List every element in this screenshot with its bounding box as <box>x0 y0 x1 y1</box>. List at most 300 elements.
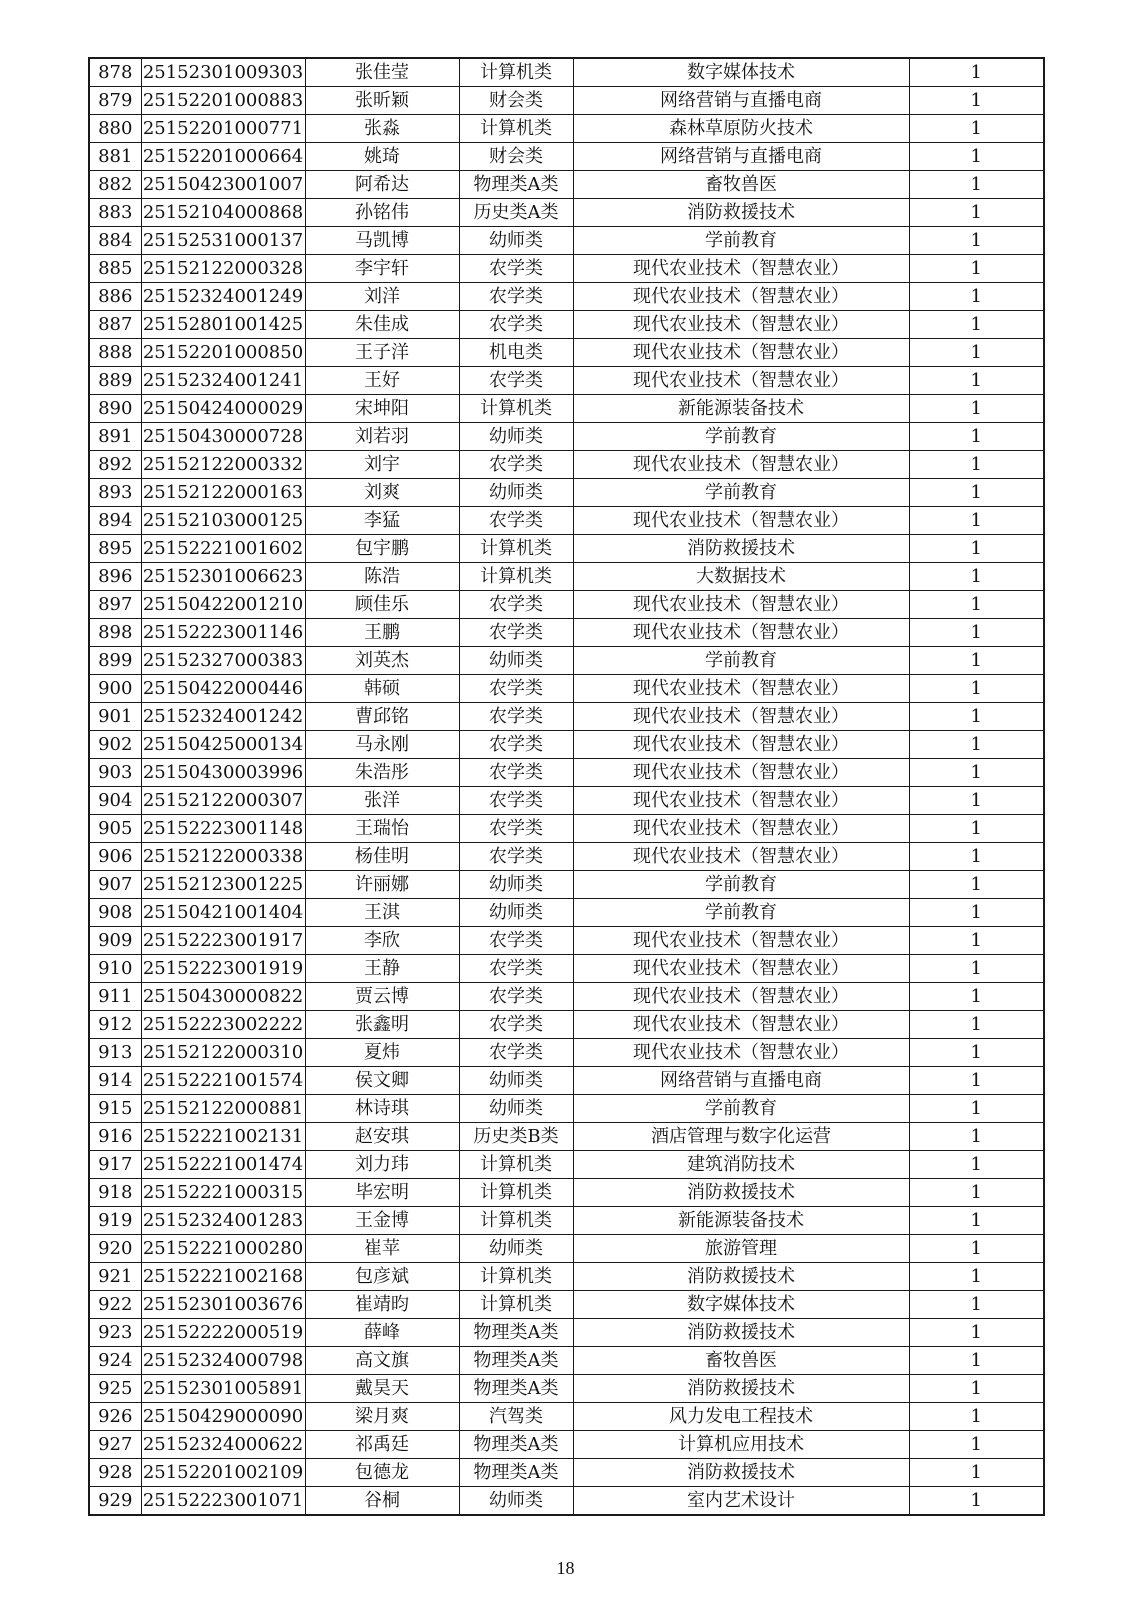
seq-cell: 915 <box>89 1095 141 1123</box>
count-cell: 1 <box>909 507 1044 535</box>
name-cell: 马凯博 <box>305 227 459 255</box>
major-cell: 学前教育 <box>573 871 909 899</box>
candidate-id-cell: 25150423001007 <box>141 171 305 199</box>
category-cell: 幼师类 <box>459 1235 573 1263</box>
count-cell: 1 <box>909 563 1044 591</box>
major-cell: 现代农业技术（智慧农业） <box>573 927 909 955</box>
major-cell: 网络营销与直播电商 <box>573 1067 909 1095</box>
candidate-id-cell: 25152324001241 <box>141 367 305 395</box>
major-cell: 畜牧兽医 <box>573 171 909 199</box>
major-cell: 现代农业技术（智慧农业） <box>573 955 909 983</box>
count-cell: 1 <box>909 87 1044 115</box>
category-cell: 农学类 <box>459 1039 573 1067</box>
seq-cell: 929 <box>89 1487 141 1516</box>
candidate-id-cell: 25152223001146 <box>141 619 305 647</box>
category-cell: 农学类 <box>459 787 573 815</box>
category-cell: 幼师类 <box>459 899 573 927</box>
major-cell: 现代农业技术（智慧农业） <box>573 339 909 367</box>
table-row <box>89 143 1044 171</box>
category-cell: 农学类 <box>459 591 573 619</box>
seq-cell: 926 <box>89 1403 141 1431</box>
candidate-id-cell: 25152122000328 <box>141 255 305 283</box>
candidate-id-cell: 25152324000622 <box>141 1431 305 1459</box>
name-cell: 谷桐 <box>305 1487 459 1516</box>
count-cell: 1 <box>909 619 1044 647</box>
category-cell: 计算机类 <box>459 115 573 143</box>
count-cell: 1 <box>909 787 1044 815</box>
candidate-id-cell: 25152122000310 <box>141 1039 305 1067</box>
name-cell: 王瑞怡 <box>305 815 459 843</box>
table-row <box>89 227 1044 255</box>
seq-cell: 906 <box>89 843 141 871</box>
table-row <box>89 787 1044 815</box>
name-cell: 刘若羽 <box>305 423 459 451</box>
major-cell: 现代农业技术（智慧农业） <box>573 983 909 1011</box>
name-cell: 朱浩彤 <box>305 759 459 787</box>
count-cell: 1 <box>909 899 1044 927</box>
name-cell: 朱佳成 <box>305 311 459 339</box>
candidate-id-cell: 25152221001574 <box>141 1067 305 1095</box>
count-cell: 1 <box>909 1151 1044 1179</box>
name-cell: 李欣 <box>305 927 459 955</box>
seq-cell: 925 <box>89 1375 141 1403</box>
major-cell: 畜牧兽医 <box>573 1347 909 1375</box>
table-row <box>89 115 1044 143</box>
table-row <box>89 1347 1044 1375</box>
category-cell: 幼师类 <box>459 423 573 451</box>
major-cell: 计算机应用技术 <box>573 1431 909 1459</box>
category-cell: 农学类 <box>459 619 573 647</box>
category-cell: 计算机类 <box>459 535 573 563</box>
candidate-id-cell: 25152201000850 <box>141 339 305 367</box>
candidate-id-cell: 25152223001071 <box>141 1487 305 1516</box>
candidate-id-cell: 25152221001474 <box>141 1151 305 1179</box>
candidate-id-cell: 25152223001919 <box>141 955 305 983</box>
major-cell: 消防救援技术 <box>573 1263 909 1291</box>
seq-cell: 885 <box>89 255 141 283</box>
major-cell: 网络营销与直播电商 <box>573 87 909 115</box>
count-cell: 1 <box>909 1123 1044 1151</box>
major-cell: 现代农业技术（智慧农业） <box>573 843 909 871</box>
major-cell: 学前教育 <box>573 899 909 927</box>
table-row <box>89 1375 1044 1403</box>
major-cell: 学前教育 <box>573 423 909 451</box>
category-cell: 机电类 <box>459 339 573 367</box>
count-cell: 1 <box>909 1403 1044 1431</box>
count-cell: 1 <box>909 199 1044 227</box>
table-row <box>89 87 1044 115</box>
category-cell: 农学类 <box>459 843 573 871</box>
seq-cell: 909 <box>89 927 141 955</box>
seq-cell: 899 <box>89 647 141 675</box>
count-cell: 1 <box>909 647 1044 675</box>
major-cell: 消防救援技术 <box>573 199 909 227</box>
table-row <box>89 451 1044 479</box>
candidate-id-cell: 25150430003996 <box>141 759 305 787</box>
table-row <box>89 955 1044 983</box>
count-cell: 1 <box>909 927 1044 955</box>
name-cell: 包彦斌 <box>305 1263 459 1291</box>
name-cell: 许丽娜 <box>305 871 459 899</box>
candidate-id-cell: 25152123001225 <box>141 871 305 899</box>
count-cell: 1 <box>909 703 1044 731</box>
category-cell: 物理类A类 <box>459 1319 573 1347</box>
seq-cell: 884 <box>89 227 141 255</box>
category-cell: 物理类A类 <box>459 1459 573 1487</box>
count-cell: 1 <box>909 675 1044 703</box>
seq-cell: 911 <box>89 983 141 1011</box>
table-row <box>89 199 1044 227</box>
major-cell: 现代农业技术（智慧农业） <box>573 731 909 759</box>
category-cell: 计算机类 <box>459 1179 573 1207</box>
name-cell: 张淼 <box>305 115 459 143</box>
major-cell: 建筑消防技术 <box>573 1151 909 1179</box>
category-cell: 农学类 <box>459 927 573 955</box>
name-cell: 崔靖昀 <box>305 1291 459 1319</box>
major-cell: 数字媒体技术 <box>573 1291 909 1319</box>
category-cell: 计算机类 <box>459 563 573 591</box>
major-cell: 现代农业技术（智慧农业） <box>573 311 909 339</box>
name-cell: 曹邱铭 <box>305 703 459 731</box>
name-cell: 宋坤阳 <box>305 395 459 423</box>
name-cell: 林诗琪 <box>305 1095 459 1123</box>
count-cell: 1 <box>909 339 1044 367</box>
name-cell: 王静 <box>305 955 459 983</box>
candidate-id-cell: 25152104000868 <box>141 199 305 227</box>
name-cell: 杨佳明 <box>305 843 459 871</box>
major-cell: 学前教育 <box>573 1095 909 1123</box>
count-cell: 1 <box>909 1375 1044 1403</box>
category-cell: 农学类 <box>459 507 573 535</box>
count-cell: 1 <box>909 1291 1044 1319</box>
major-cell: 消防救援技术 <box>573 1319 909 1347</box>
count-cell: 1 <box>909 283 1044 311</box>
seq-cell: 910 <box>89 955 141 983</box>
category-cell: 计算机类 <box>459 58 573 87</box>
category-cell: 农学类 <box>459 283 573 311</box>
count-cell: 1 <box>909 479 1044 507</box>
major-cell: 消防救援技术 <box>573 1459 909 1487</box>
table-row <box>89 927 1044 955</box>
candidate-id-cell: 25152223002222 <box>141 1011 305 1039</box>
count-cell: 1 <box>909 58 1044 87</box>
category-cell: 历史类A类 <box>459 199 573 227</box>
table-row <box>89 1151 1044 1179</box>
major-cell: 学前教育 <box>573 227 909 255</box>
count-cell: 1 <box>909 1487 1044 1516</box>
table-row <box>89 1207 1044 1235</box>
seq-cell: 923 <box>89 1319 141 1347</box>
major-cell: 室内艺术设计 <box>573 1487 909 1516</box>
table-row <box>89 1459 1044 1487</box>
count-cell: 1 <box>909 423 1044 451</box>
candidate-id-cell: 25152301006623 <box>141 563 305 591</box>
name-cell: 刘英杰 <box>305 647 459 675</box>
count-cell: 1 <box>909 1235 1044 1263</box>
table-row <box>89 1039 1044 1067</box>
table-row <box>89 815 1044 843</box>
table-row <box>89 983 1044 1011</box>
candidate-id-cell: 25152221002168 <box>141 1263 305 1291</box>
category-cell: 农学类 <box>459 955 573 983</box>
count-cell: 1 <box>909 983 1044 1011</box>
category-cell: 农学类 <box>459 983 573 1011</box>
category-cell: 物理类A类 <box>459 1375 573 1403</box>
seq-cell: 881 <box>89 143 141 171</box>
table-row <box>89 395 1044 423</box>
seq-cell: 924 <box>89 1347 141 1375</box>
name-cell: 张昕颖 <box>305 87 459 115</box>
table-row <box>89 283 1044 311</box>
candidate-id-cell: 25152222000519 <box>141 1319 305 1347</box>
candidate-id-cell: 25150422000446 <box>141 675 305 703</box>
major-cell: 现代农业技术（智慧农业） <box>573 759 909 787</box>
count-cell: 1 <box>909 1095 1044 1123</box>
seq-cell: 917 <box>89 1151 141 1179</box>
major-cell: 风力发电工程技术 <box>573 1403 909 1431</box>
category-cell: 计算机类 <box>459 1207 573 1235</box>
seq-cell: 887 <box>89 311 141 339</box>
category-cell: 计算机类 <box>459 395 573 423</box>
table-row <box>89 675 1044 703</box>
seq-cell: 920 <box>89 1235 141 1263</box>
count-cell: 1 <box>909 367 1044 395</box>
category-cell: 幼师类 <box>459 479 573 507</box>
seq-cell: 878 <box>89 58 141 87</box>
seq-cell: 901 <box>89 703 141 731</box>
candidate-id-cell: 25152221002131 <box>141 1123 305 1151</box>
name-cell: 王子洋 <box>305 339 459 367</box>
page-number: 18 <box>556 1558 575 1578</box>
count-cell: 1 <box>909 1207 1044 1235</box>
table-row <box>89 647 1044 675</box>
category-cell: 农学类 <box>459 731 573 759</box>
seq-cell: 927 <box>89 1431 141 1459</box>
candidate-id-cell: 25152122000338 <box>141 843 305 871</box>
table-row <box>89 759 1044 787</box>
name-cell: 陈浩 <box>305 563 459 591</box>
seq-cell: 886 <box>89 283 141 311</box>
seq-cell: 916 <box>89 1123 141 1151</box>
count-cell: 1 <box>909 171 1044 199</box>
category-cell: 农学类 <box>459 367 573 395</box>
table-row <box>89 171 1044 199</box>
seq-cell: 913 <box>89 1039 141 1067</box>
seq-cell: 895 <box>89 535 141 563</box>
category-cell: 农学类 <box>459 311 573 339</box>
candidate-id-cell: 25152324001249 <box>141 283 305 311</box>
major-cell: 学前教育 <box>573 479 909 507</box>
candidate-id-cell: 25152201000771 <box>141 115 305 143</box>
major-cell: 现代农业技术（智慧农业） <box>573 703 909 731</box>
candidate-id-cell: 25152221000280 <box>141 1235 305 1263</box>
seq-cell: 882 <box>89 171 141 199</box>
count-cell: 1 <box>909 1039 1044 1067</box>
name-cell: 王鹏 <box>305 619 459 647</box>
name-cell: 贾云博 <box>305 983 459 1011</box>
seq-cell: 898 <box>89 619 141 647</box>
seq-cell: 894 <box>89 507 141 535</box>
candidate-id-cell: 25152223001148 <box>141 815 305 843</box>
table-row <box>89 255 1044 283</box>
major-cell: 现代农业技术（智慧农业） <box>573 367 909 395</box>
seq-cell: 919 <box>89 1207 141 1235</box>
count-cell: 1 <box>909 143 1044 171</box>
major-cell: 现代农业技术（智慧农业） <box>573 507 909 535</box>
seq-cell: 892 <box>89 451 141 479</box>
count-cell: 1 <box>909 843 1044 871</box>
seq-cell: 903 <box>89 759 141 787</box>
table-row <box>89 1235 1044 1263</box>
name-cell: 顾佳乐 <box>305 591 459 619</box>
seq-cell: 896 <box>89 563 141 591</box>
seq-cell: 904 <box>89 787 141 815</box>
name-cell: 毕宏明 <box>305 1179 459 1207</box>
major-cell: 现代农业技术（智慧农业） <box>573 1039 909 1067</box>
name-cell: 夏炜 <box>305 1039 459 1067</box>
candidate-id-cell: 25152122000307 <box>141 787 305 815</box>
admission-roster-table <box>88 57 1045 1516</box>
candidate-id-cell: 25152301005891 <box>141 1375 305 1403</box>
major-cell: 现代农业技术（智慧农业） <box>573 675 909 703</box>
candidate-id-cell: 25152301009303 <box>141 58 305 87</box>
category-cell: 物理类A类 <box>459 171 573 199</box>
count-cell: 1 <box>909 1431 1044 1459</box>
table-row <box>89 423 1044 451</box>
candidate-id-cell: 25152324001242 <box>141 703 305 731</box>
candidate-id-cell: 25152531000137 <box>141 227 305 255</box>
category-cell: 物理类A类 <box>459 1347 573 1375</box>
seq-cell: 907 <box>89 871 141 899</box>
name-cell: 李宇轩 <box>305 255 459 283</box>
count-cell: 1 <box>909 815 1044 843</box>
count-cell: 1 <box>909 871 1044 899</box>
table-row <box>89 1319 1044 1347</box>
table-row <box>89 731 1044 759</box>
major-cell: 现代农业技术（智慧农业） <box>573 787 909 815</box>
table-row <box>89 1123 1044 1151</box>
major-cell: 新能源装备技术 <box>573 395 909 423</box>
table-row <box>89 1431 1044 1459</box>
candidate-id-cell: 25152201000664 <box>141 143 305 171</box>
candidate-id-cell: 25152201002109 <box>141 1459 305 1487</box>
table-row <box>89 703 1044 731</box>
category-cell: 计算机类 <box>459 1291 573 1319</box>
count-cell: 1 <box>909 1067 1044 1095</box>
seq-cell: 922 <box>89 1291 141 1319</box>
category-cell: 农学类 <box>459 255 573 283</box>
count-cell: 1 <box>909 1179 1044 1207</box>
name-cell: 包宇鹏 <box>305 535 459 563</box>
candidate-id-cell: 25152201000883 <box>141 87 305 115</box>
major-cell: 现代农业技术（智慧农业） <box>573 619 909 647</box>
name-cell: 崔苹 <box>305 1235 459 1263</box>
name-cell: 高文旗 <box>305 1347 459 1375</box>
category-cell: 财会类 <box>459 143 573 171</box>
seq-cell: 888 <box>89 339 141 367</box>
category-cell: 幼师类 <box>459 871 573 899</box>
count-cell: 1 <box>909 395 1044 423</box>
candidate-id-cell: 25152324001283 <box>141 1207 305 1235</box>
count-cell: 1 <box>909 535 1044 563</box>
candidate-id-cell: 25152223001917 <box>141 927 305 955</box>
name-cell: 王金博 <box>305 1207 459 1235</box>
category-cell: 计算机类 <box>459 1263 573 1291</box>
major-cell: 现代农业技术（智慧农业） <box>573 591 909 619</box>
count-cell: 1 <box>909 115 1044 143</box>
major-cell: 消防救援技术 <box>573 1375 909 1403</box>
name-cell: 张鑫明 <box>305 1011 459 1039</box>
major-cell: 现代农业技术（智慧农业） <box>573 1011 909 1039</box>
candidate-id-cell: 25150430000822 <box>141 983 305 1011</box>
name-cell: 李猛 <box>305 507 459 535</box>
table-row <box>89 619 1044 647</box>
table-row <box>89 1487 1044 1516</box>
count-cell: 1 <box>909 731 1044 759</box>
table-row <box>89 339 1044 367</box>
name-cell: 韩硕 <box>305 675 459 703</box>
category-cell: 财会类 <box>459 87 573 115</box>
name-cell: 姚琦 <box>305 143 459 171</box>
table-row <box>89 1095 1044 1123</box>
category-cell: 幼师类 <box>459 227 573 255</box>
major-cell: 现代农业技术（智慧农业） <box>573 815 909 843</box>
name-cell: 王淇 <box>305 899 459 927</box>
category-cell: 物理类A类 <box>459 1431 573 1459</box>
table-row <box>89 311 1044 339</box>
name-cell: 薛峰 <box>305 1319 459 1347</box>
seq-cell: 905 <box>89 815 141 843</box>
seq-cell: 893 <box>89 479 141 507</box>
name-cell: 张佳莹 <box>305 58 459 87</box>
major-cell: 学前教育 <box>573 647 909 675</box>
major-cell: 酒店管理与数字化运营 <box>573 1123 909 1151</box>
candidate-id-cell: 25152122000332 <box>141 451 305 479</box>
count-cell: 1 <box>909 1459 1044 1487</box>
seq-cell: 891 <box>89 423 141 451</box>
category-cell: 农学类 <box>459 675 573 703</box>
seq-cell: 908 <box>89 899 141 927</box>
category-cell: 汽驾类 <box>459 1403 573 1431</box>
major-cell: 森林草原防火技术 <box>573 115 909 143</box>
seq-cell: 883 <box>89 199 141 227</box>
table-row <box>89 1179 1044 1207</box>
name-cell: 张洋 <box>305 787 459 815</box>
count-cell: 1 <box>909 1319 1044 1347</box>
table-row <box>89 899 1044 927</box>
count-cell: 1 <box>909 591 1044 619</box>
seq-cell: 900 <box>89 675 141 703</box>
count-cell: 1 <box>909 955 1044 983</box>
candidate-id-cell: 25150429000090 <box>141 1403 305 1431</box>
category-cell: 历史类B类 <box>459 1123 573 1151</box>
name-cell: 梁月爽 <box>305 1403 459 1431</box>
category-cell: 幼师类 <box>459 1095 573 1123</box>
candidate-id-cell: 25150421001404 <box>141 899 305 927</box>
table-row <box>89 507 1044 535</box>
name-cell: 戴昊天 <box>305 1375 459 1403</box>
table-row <box>89 1067 1044 1095</box>
seq-cell: 912 <box>89 1011 141 1039</box>
table-row <box>89 1291 1044 1319</box>
candidate-id-cell: 25152221001602 <box>141 535 305 563</box>
major-cell: 大数据技术 <box>573 563 909 591</box>
count-cell: 1 <box>909 1011 1044 1039</box>
name-cell: 刘洋 <box>305 283 459 311</box>
seq-cell: 880 <box>89 115 141 143</box>
seq-cell: 897 <box>89 591 141 619</box>
name-cell: 祁禹廷 <box>305 1431 459 1459</box>
